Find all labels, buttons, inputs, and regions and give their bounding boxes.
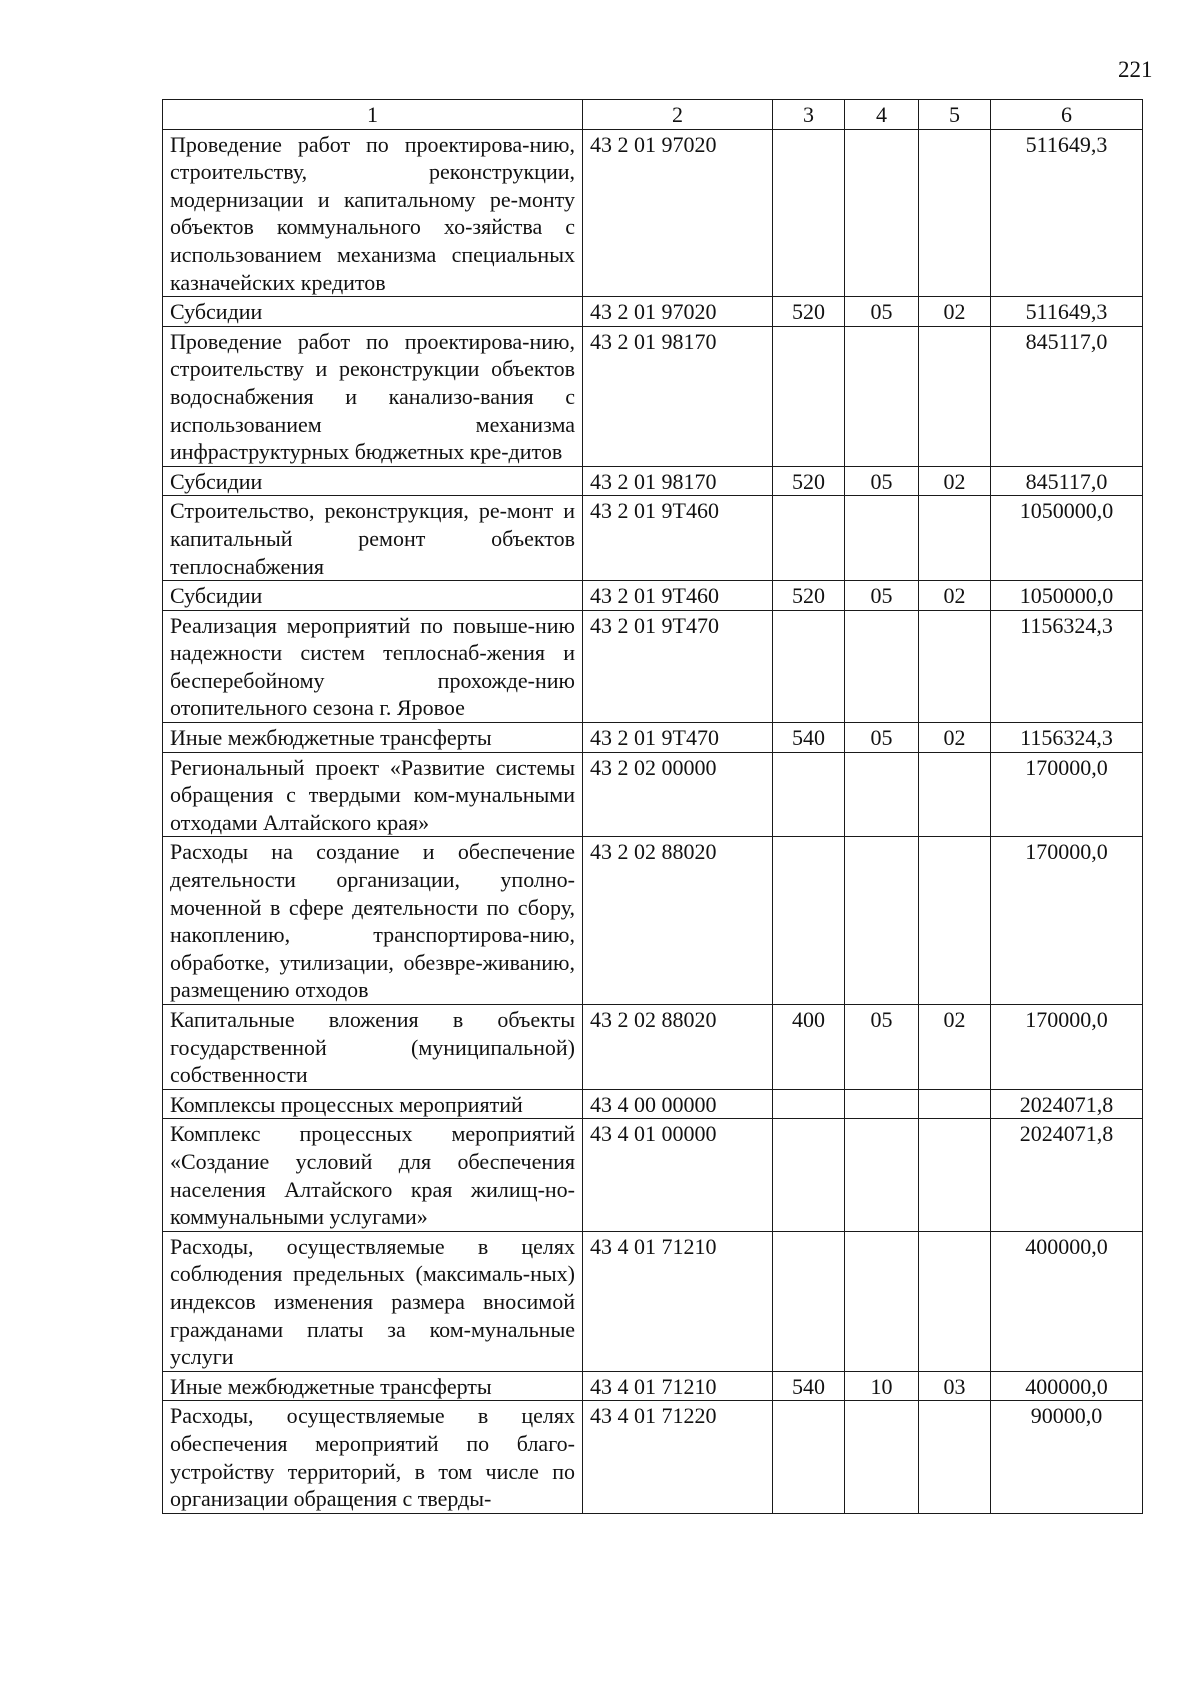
row-amount-cell: 170000,0 — [991, 1005, 1143, 1090]
row-col4-cell: 10 — [845, 1371, 919, 1401]
row-code-cell: 43 2 02 00000 — [583, 752, 773, 837]
row-amount-cell: 1156324,3 — [991, 610, 1143, 722]
row-code-cell: 43 2 01 9Т460 — [583, 581, 773, 611]
table-row — [163, 752, 1143, 837]
row-amount-cell: 170000,0 — [991, 752, 1143, 837]
row-name-cell: Расходы, осуществляемые в целях соблюдения предельных (максималь-ных) индексов изменения размера вносимой гражданами платы за ком-мунальные услуги — [163, 1231, 583, 1371]
row-col4-cell: 05 — [845, 581, 919, 611]
row-code-cell: 43 4 01 71210 — [583, 1231, 773, 1371]
row-col5-cell — [919, 1231, 991, 1371]
row-col3-cell — [773, 610, 845, 722]
table-row — [163, 1231, 1143, 1371]
row-col4-cell — [845, 326, 919, 466]
table-row — [163, 297, 1143, 327]
header-col-2: 2 — [583, 100, 773, 130]
row-col4-cell — [845, 610, 919, 722]
row-col3-cell — [773, 326, 845, 466]
row-col3-cell: 520 — [773, 581, 845, 611]
row-amount-cell: 1156324,3 — [991, 723, 1143, 753]
table-row — [163, 581, 1143, 611]
row-amount-cell: 400000,0 — [991, 1371, 1143, 1401]
row-col4-cell — [845, 1401, 919, 1513]
row-col5-cell — [919, 752, 991, 837]
row-name-cell: Проведение работ по проектирова-нию, строительству, реконструкции, модернизации и капитальному ре-монту объектов коммунального хо-зяйства с использованием механизма специальных казначейских кредитов — [163, 129, 583, 297]
table-row — [163, 1005, 1143, 1090]
row-amount-cell: 170000,0 — [991, 837, 1143, 1005]
row-name-cell: Комплексы процессных мероприятий — [163, 1089, 583, 1119]
row-col5-cell: 02 — [919, 581, 991, 611]
row-col5-cell: 02 — [919, 466, 991, 496]
row-code-cell: 43 2 01 9Т470 — [583, 610, 773, 722]
table-row — [163, 723, 1143, 753]
header-col-5: 5 — [919, 100, 991, 130]
row-col4-cell: 05 — [845, 466, 919, 496]
row-name-cell: Субсидии — [163, 581, 583, 611]
header-col-6: 6 — [991, 100, 1143, 130]
row-name-cell: Строительство, реконструкция, ре-монт и капитальный ремонт объектов теплоснабжения — [163, 496, 583, 581]
row-name-cell: Субсидии — [163, 466, 583, 496]
row-col5-cell — [919, 326, 991, 466]
table-body — [163, 129, 1143, 1513]
row-col3-cell — [773, 129, 845, 297]
row-code-cell: 43 4 01 00000 — [583, 1119, 773, 1231]
table-row — [163, 1401, 1143, 1513]
row-amount-cell: 845117,0 — [991, 466, 1143, 496]
row-col5-cell: 02 — [919, 1005, 991, 1090]
row-col4-cell — [845, 1089, 919, 1119]
row-col4-cell: 05 — [845, 1005, 919, 1090]
page-number: 221 — [1118, 57, 1153, 82]
row-col5-cell — [919, 1401, 991, 1513]
row-col4-cell — [845, 129, 919, 297]
table-row — [163, 837, 1143, 1005]
row-col5-cell — [919, 496, 991, 581]
row-name-cell: Субсидии — [163, 297, 583, 327]
row-col4-cell — [845, 1119, 919, 1231]
row-col4-cell: 05 — [845, 723, 919, 753]
row-code-cell: 43 2 02 88020 — [583, 837, 773, 1005]
row-col3-cell — [773, 837, 845, 1005]
row-col5-cell — [919, 1119, 991, 1231]
row-col3-cell — [773, 1089, 845, 1119]
row-col3-cell: 520 — [773, 466, 845, 496]
row-col3-cell: 540 — [773, 1371, 845, 1401]
row-name-cell: Проведение работ по проектирова-нию, строительству и реконструкции объектов водоснабжения и канализо-вания с использованием механизма инфраструктурных бюджетных кре-дитов — [163, 326, 583, 466]
table-row — [163, 129, 1143, 297]
row-name-cell: Расходы, осуществляемые в целях обеспечения мероприятий по благо-устройству территорий, в том числе по организации обращения с тверды- — [163, 1401, 583, 1513]
row-col5-cell — [919, 1089, 991, 1119]
row-amount-cell: 2024071,8 — [991, 1119, 1143, 1231]
table-row — [163, 466, 1143, 496]
row-code-cell: 43 2 02 88020 — [583, 1005, 773, 1090]
table-row — [163, 610, 1143, 722]
row-code-cell: 43 2 01 98170 — [583, 466, 773, 496]
row-col3-cell — [773, 752, 845, 837]
row-col3-cell: 540 — [773, 723, 845, 753]
row-col5-cell: 02 — [919, 297, 991, 327]
row-col5-cell: 02 — [919, 723, 991, 753]
row-col4-cell — [845, 1231, 919, 1371]
row-code-cell: 43 4 00 00000 — [583, 1089, 773, 1119]
header-col-3: 3 — [773, 100, 845, 130]
table-header-row — [163, 100, 1143, 130]
row-col3-cell: 520 — [773, 297, 845, 327]
row-amount-cell: 400000,0 — [991, 1231, 1143, 1371]
row-name-cell: Реализация мероприятий по повыше-нию надежности систем теплоснаб-жения и бесперебойному прохожде-нию отопительного сезона г. Яровое — [163, 610, 583, 722]
row-code-cell: 43 2 01 97020 — [583, 129, 773, 297]
row-col4-cell — [845, 496, 919, 581]
table-row — [163, 326, 1143, 466]
row-name-cell: Капитальные вложения в объекты государственной (муниципальной) собственности — [163, 1005, 583, 1090]
row-code-cell: 43 2 01 98170 — [583, 326, 773, 466]
row-col5-cell: 03 — [919, 1371, 991, 1401]
row-col5-cell — [919, 129, 991, 297]
row-name-cell: Комплекс процессных мероприятий «Создание условий для обеспечения населения Алтайского края жилищ-но-коммунальными услугами» — [163, 1119, 583, 1231]
row-amount-cell: 90000,0 — [991, 1401, 1143, 1513]
row-code-cell: 43 2 01 97020 — [583, 297, 773, 327]
row-amount-cell: 1050000,0 — [991, 581, 1143, 611]
row-col3-cell — [773, 1119, 845, 1231]
row-col4-cell — [845, 752, 919, 837]
row-amount-cell: 1050000,0 — [991, 496, 1143, 581]
row-amount-cell: 2024071,8 — [991, 1089, 1143, 1119]
row-code-cell: 43 4 01 71210 — [583, 1371, 773, 1401]
row-col5-cell — [919, 610, 991, 722]
row-code-cell: 43 2 01 9Т470 — [583, 723, 773, 753]
row-code-cell: 43 4 01 71220 — [583, 1401, 773, 1513]
header-col-4: 4 — [845, 100, 919, 130]
row-col3-cell: 400 — [773, 1005, 845, 1090]
row-name-cell: Иные межбюджетные трансферты — [163, 1371, 583, 1401]
row-col5-cell — [919, 837, 991, 1005]
row-name-cell: Региональный проект «Развитие системы обращения с твердыми ком-мунальными отходами Алтайского края» — [163, 752, 583, 837]
row-amount-cell: 511649,3 — [991, 297, 1143, 327]
table-row — [163, 1371, 1143, 1401]
row-col4-cell: 05 — [845, 297, 919, 327]
header-col-1: 1 — [163, 100, 583, 130]
budget-table — [162, 99, 1143, 1514]
table-row — [163, 1089, 1143, 1119]
row-name-cell: Иные межбюджетные трансферты — [163, 723, 583, 753]
row-amount-cell: 845117,0 — [991, 326, 1143, 466]
row-col3-cell — [773, 496, 845, 581]
row-col4-cell — [845, 837, 919, 1005]
row-code-cell: 43 2 01 9Т460 — [583, 496, 773, 581]
row-col3-cell — [773, 1401, 845, 1513]
row-col3-cell — [773, 1231, 845, 1371]
row-name-cell: Расходы на создание и обеспечение деятельности организации, уполно-моченной в сфере деятельности по сбору, накоплению, транспортирова-нию, обработке, утилизации, обезвре-живанию, размещению отходов — [163, 837, 583, 1005]
table-row — [163, 1119, 1143, 1231]
table-row — [163, 496, 1143, 581]
row-amount-cell: 511649,3 — [991, 129, 1143, 297]
